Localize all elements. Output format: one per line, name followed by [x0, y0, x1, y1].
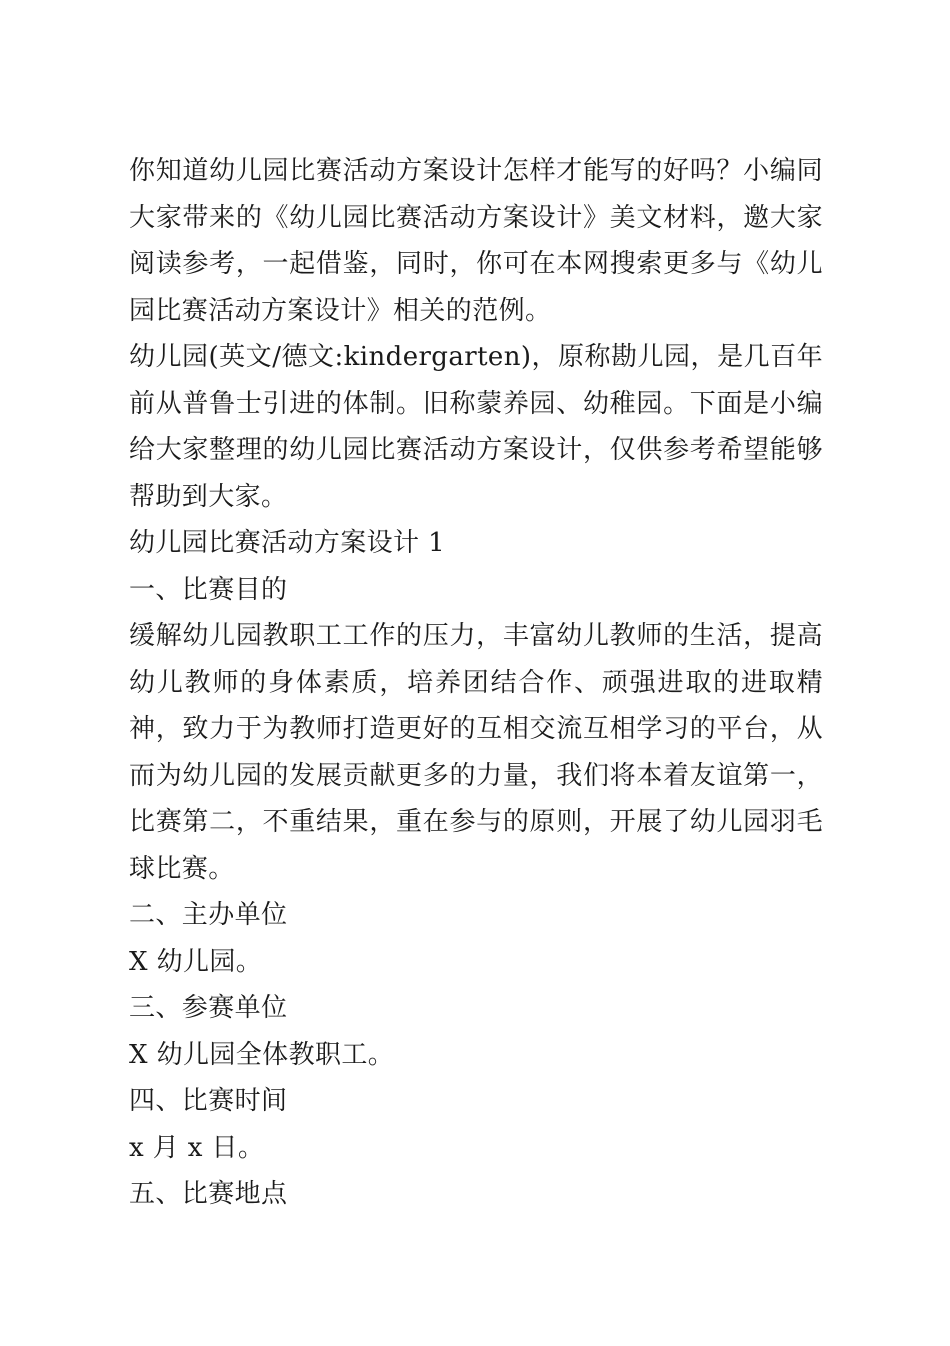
- section-heading-purpose: 一、比赛目的: [129, 574, 288, 605]
- section-heading-participants: 三、参赛单位: [129, 993, 288, 1023]
- section-body-organizer: X 幼儿园。: [129, 946, 263, 977]
- plan-title: 幼儿园比赛活动方案设计 1: [129, 528, 446, 558]
- section-body-participants: X 幼儿园全体教职工。: [129, 1039, 395, 1070]
- section-heading-organizer: 二、主办单位: [129, 900, 288, 930]
- intro-paragraph: 你知道幼儿园比赛活动方案设计怎样才能写的好吗？小编同大家带来的《幼儿园比赛活动方案设计》美文材料，邀大家阅读参考，一起借鉴，同时，你可在本网搜索更多与《幼儿园比赛活动方案设计》相关的范例。: [129, 156, 823, 326]
- section-heading-location: 五、比赛地点: [129, 1179, 288, 1209]
- document-body: [129, 148, 823, 1218]
- definition-paragraph: 幼儿园(英文/德文:kindergarten)，原称勘儿园，是几百年前从普鲁士引进的体制。旧称蒙养园、幼稚园。下面是小编给大家整理的幼儿园比赛活动方案设计，仅供参考希望能够帮助到大家。: [129, 342, 823, 512]
- section-body-purpose: 缓解幼儿园教职工工作的压力，丰富幼儿教师的生活，提高幼儿教师的身体素质，培养团结合作、顽强进取的进取精神，致力于为教师打造更好的互相交流互相学习的平台，从而为幼儿园的发展贡献更多的力量，我们将本着友谊第一，比赛第二，不重结果，重在参与的原则，开展了幼儿园羽毛球比赛。: [129, 621, 823, 884]
- section-body-time: x 月 x 日。: [129, 1132, 265, 1163]
- section-heading-time: 四、比赛时间: [129, 1086, 288, 1116]
